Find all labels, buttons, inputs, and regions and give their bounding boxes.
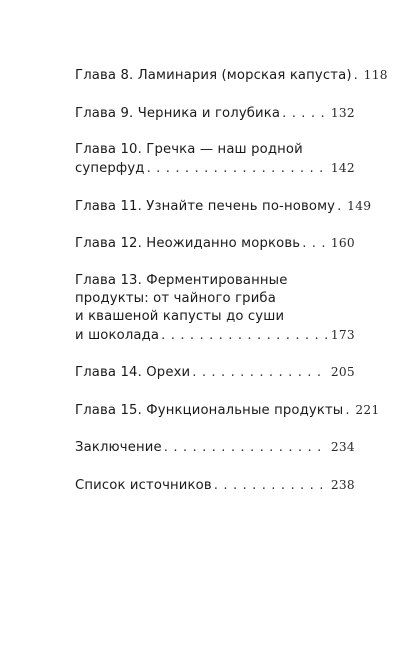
- toc-entry-title: Список источников: [75, 477, 212, 493]
- toc-line: [75, 159, 355, 178]
- toc-entry-title: Глава 14. Орехи: [75, 365, 191, 380]
- toc-entry-title-line: суперфуд: [75, 161, 145, 176]
- dot-leader: [345, 402, 351, 420]
- dot-leader: [161, 327, 327, 345]
- toc-entry-title: Глава 15. Функциональные продукты: [75, 402, 344, 418]
- toc-page-number: 234: [330, 440, 355, 454]
- dot-leader: [337, 198, 343, 216]
- toc-entry-chapter-11: [75, 197, 372, 216]
- toc-entry-chapter-9: [75, 104, 355, 123]
- toc-page-number: 205: [330, 365, 355, 379]
- toc-page-number: 149: [347, 198, 372, 213]
- toc-line: [75, 401, 380, 420]
- toc-entry-title: Заключение: [75, 440, 162, 455]
- toc-entry-conclusion: [75, 438, 355, 457]
- dot-leader: [214, 477, 327, 495]
- toc-page-number: 118: [363, 68, 388, 82]
- toc-page-number: 160: [330, 236, 355, 250]
- dot-leader: [192, 364, 327, 382]
- toc-entry-chapter-13: [75, 272, 355, 345]
- toc-entry-title-line: продукты: от чайного гриба: [75, 290, 276, 306]
- toc-entry-chapter-15: [75, 401, 380, 420]
- toc-line: [75, 234, 355, 253]
- dot-leader: [147, 160, 327, 178]
- toc-line: [75, 66, 388, 85]
- toc-line: [75, 197, 372, 216]
- dot-leader: [164, 439, 327, 457]
- toc-entry-title: Глава 12. Неожиданно морковь: [75, 236, 301, 251]
- toc-page-number: 142: [330, 161, 355, 175]
- toc-entry-title-line: Глава 10. Гречка — наш родной: [75, 142, 303, 157]
- toc-entry-title: Глава 8. Ламинария (морская капуста): [75, 68, 352, 83]
- toc-page-number: 221: [355, 402, 380, 417]
- toc-entry-chapter-10: [75, 141, 355, 178]
- toc-entry-sources: [75, 476, 355, 495]
- toc-line: [75, 438, 355, 457]
- toc-page-number: 238: [330, 477, 355, 492]
- toc-line: [75, 326, 355, 345]
- toc-entry-title: Глава 11. Узнайте печень по-новому: [75, 198, 336, 214]
- toc-entry-title-line: и квашеной капусты до суши: [75, 308, 285, 324]
- dot-leader: [282, 105, 327, 123]
- dot-leader: [354, 67, 360, 85]
- toc-entry-chapter-14: [75, 363, 355, 382]
- dot-leader: [302, 235, 327, 253]
- toc-entry-title: Глава 9. Черника и голубика: [75, 105, 281, 121]
- toc-page-number: 173: [330, 327, 355, 342]
- toc-line: [75, 476, 355, 495]
- toc-entry-chapter-12: [75, 234, 355, 253]
- toc-line: [75, 363, 355, 382]
- toc-entry-title-line: и шоколада: [75, 327, 160, 343]
- toc-entry-chapter-8: [75, 66, 388, 85]
- toc-line: [75, 104, 355, 123]
- table-of-contents: [75, 66, 388, 513]
- toc-entry-title-line: Глава 13. Ферментированные: [75, 272, 288, 288]
- toc-page-number: 132: [330, 105, 355, 120]
